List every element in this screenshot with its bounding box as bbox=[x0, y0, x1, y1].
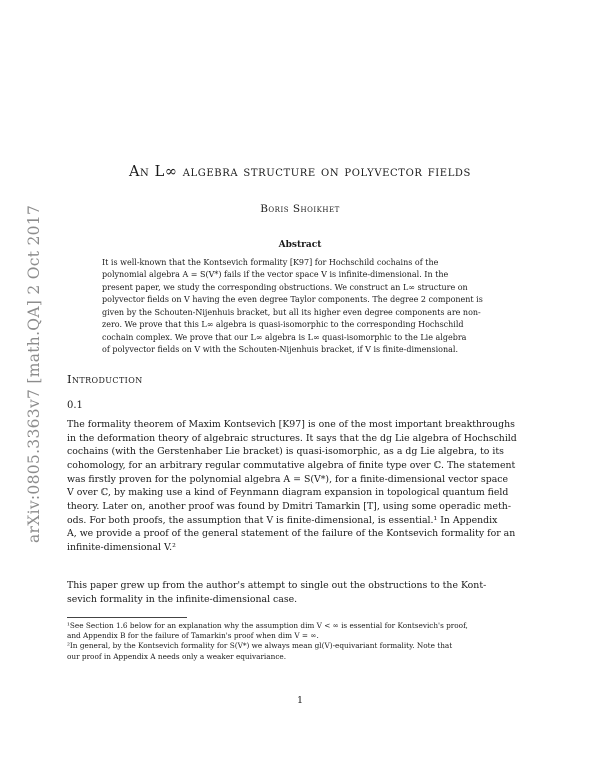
section-title: Introduction bbox=[67, 372, 143, 386]
author-name: Boris Shoikhet bbox=[260, 203, 340, 215]
footnote-rule bbox=[67, 617, 187, 618]
body-paragraph: The formality theorem of Maxim Kontsevich [K97] is one of the most important breakthroughs in the deformation theory of algebraic structures. It says that the dg Lie algebra of Hochschild cochains (with the Gerstenhaber Lie bracket) is quasi-isomorphic, as a dg Lie algebra, to its cohomology, for an arbitrary regular commutative algebra of finite type over ℂ. The statement was firstly proven for the polynomial algebra A = S(V*), for a finite-dimensional vector space V over ℂ, by making use a kind of Feynmann diagram expansion in topological quantum field theory. Later on, another proof was found by Dmitri Tamarkin [T], using some operadic meth- ods. For both proofs, the assumption that V is finite-dimensional, is essential.¹ In Appendix A, we provide a proof of the general statement of the failure of the Kontsevich formality for an infinite-dimensional V.² bbox=[67, 419, 517, 553]
page-number: 1 bbox=[296, 695, 304, 706]
arxiv-identifier: arXiv:0805.3363v7 [math.QA] 2 Oct 2017 bbox=[25, 204, 43, 544]
subsection-number: 0.1 bbox=[67, 400, 83, 411]
footnotes: ¹See Section 1.6 below for an explanation why the assumption dim V < ∞ is essential for Kontsevich's proof, and Appendix B for the failure of Tamarkin's proof when dim V = ∞. ²In general, by the Kontsevich formality for S(V*) we always mean gl(V)-equivariant formality. Note that our proof in Appendix A needs only a weaker equivariance. bbox=[67, 621, 468, 661]
abstract-heading: Abstract bbox=[278, 240, 322, 250]
abstract-text: It is well-known that the Kontsevich formality [K97] for Hochschild cochains of the polynomial algebra A = S(V*) fails if the vector space V is infinite-dimensional. In the present paper, we study the corresponding obstructions. We construct an L∞ structure on polyvector fields on V having the even degree Taylor components. The degree 2 component is given by the Schouten-Nijenhuis bracket, but all its higher even degree components are non- zero. We prove that this L∞ algebra is quasi-isomorphic to the corresponding Hochschild cochain complex. We prove that our L∞ algebra is L∞ quasi-isomorphic to the Lie algebra of polyvector fields on V with the Schouten-Nijenhuis bracket, if V is finite-dimensional. bbox=[102, 258, 483, 355]
body-paragraph: This paper grew up from the author's attempt to single out the obstructions to the Kont- sevich formality in the infinite-dimensional case. bbox=[67, 580, 487, 605]
paper-title: An L∞ algebra structure on polyvector fields bbox=[128, 164, 472, 180]
